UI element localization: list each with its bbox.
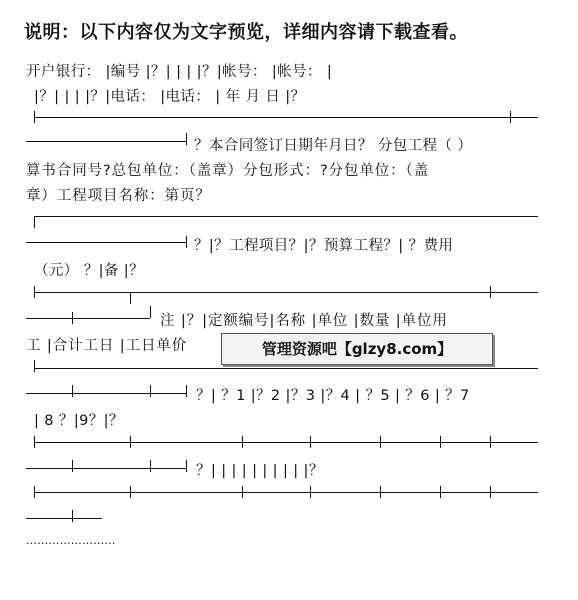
text-line: ？| ？1 |？2 |？3 |？4 | ？5 | ？6 | ？7 xyxy=(196,388,470,404)
text-line: 注 |？|定额编号|名称 |单位 |数量 |单位用 xyxy=(160,313,448,329)
rule-tick xyxy=(186,385,187,397)
ellipsis: …………………… xyxy=(26,534,116,547)
rule-tick xyxy=(72,460,73,472)
rule-tick xyxy=(34,486,35,498)
rule-tick xyxy=(150,385,151,397)
rule-tick xyxy=(490,436,491,448)
text-line: 开户银行： |编号 |？| | | |？|帐号： |帐号： | xyxy=(26,64,333,80)
text-line: |？| | | |？|电话： |电话： | 年 月 日 |？ xyxy=(34,89,306,105)
text-line: 章）工程项目名称：第页？ xyxy=(26,188,211,204)
rule-tick xyxy=(130,436,131,448)
rule-tick xyxy=(72,312,73,324)
rule-tick xyxy=(310,436,311,448)
text-line: ？|？工程项目？|？预算工程？| ？费用 xyxy=(194,238,454,254)
rule-tick xyxy=(186,236,187,248)
rule-tick xyxy=(490,486,491,498)
rule-tick xyxy=(34,286,35,298)
rule-tick xyxy=(440,436,441,448)
rule-tick xyxy=(440,486,441,498)
rule xyxy=(34,442,538,443)
rule-tick xyxy=(490,286,491,298)
rule xyxy=(26,393,186,394)
watermark-banner: 管理资源吧【glzy8.com】 xyxy=(221,333,493,365)
rule-tick xyxy=(34,360,35,372)
rule xyxy=(34,216,538,217)
text-line: 工 |合计工日 |工日单价 xyxy=(26,338,188,354)
notice-heading: 说明：以下内容仅为文字预览，详细内容请下载查看。 xyxy=(24,22,468,43)
rule-tick xyxy=(72,385,73,397)
rule-tick xyxy=(150,460,151,472)
rule-tick xyxy=(510,111,511,123)
rule-tick xyxy=(310,486,311,498)
rule-tick xyxy=(72,510,73,522)
text-line: ？本合同签订日期年月日？ 分包工程（ ） xyxy=(194,138,473,154)
rule-tick xyxy=(34,111,35,123)
rule xyxy=(34,492,538,493)
rule xyxy=(26,242,186,243)
rule xyxy=(34,368,538,369)
rule xyxy=(34,292,538,293)
rule-tick xyxy=(34,436,35,448)
rule-tick xyxy=(380,486,381,498)
rule-tick xyxy=(380,436,381,448)
text-line: ？| | | | | | | | | |？ xyxy=(196,463,324,479)
rule-tick xyxy=(242,436,243,448)
rule xyxy=(34,117,538,118)
rule-tick xyxy=(186,133,187,145)
rule-tick xyxy=(186,460,187,472)
text-line: 算书合同号?总包单位：（盖章）分包形式：?分包单位：（盖 xyxy=(26,163,430,179)
rule-tick xyxy=(130,486,131,498)
text-line: （元） ？|备 |？ xyxy=(34,263,144,279)
rule xyxy=(26,518,102,519)
rule-tick xyxy=(34,216,35,228)
rule xyxy=(26,468,186,469)
rule-tick xyxy=(242,486,243,498)
text-line: | 8 ？|9？|？ xyxy=(34,413,124,429)
rule-tick xyxy=(130,292,131,304)
rule xyxy=(26,318,150,319)
rule-tick xyxy=(150,306,151,318)
rule xyxy=(26,141,186,142)
